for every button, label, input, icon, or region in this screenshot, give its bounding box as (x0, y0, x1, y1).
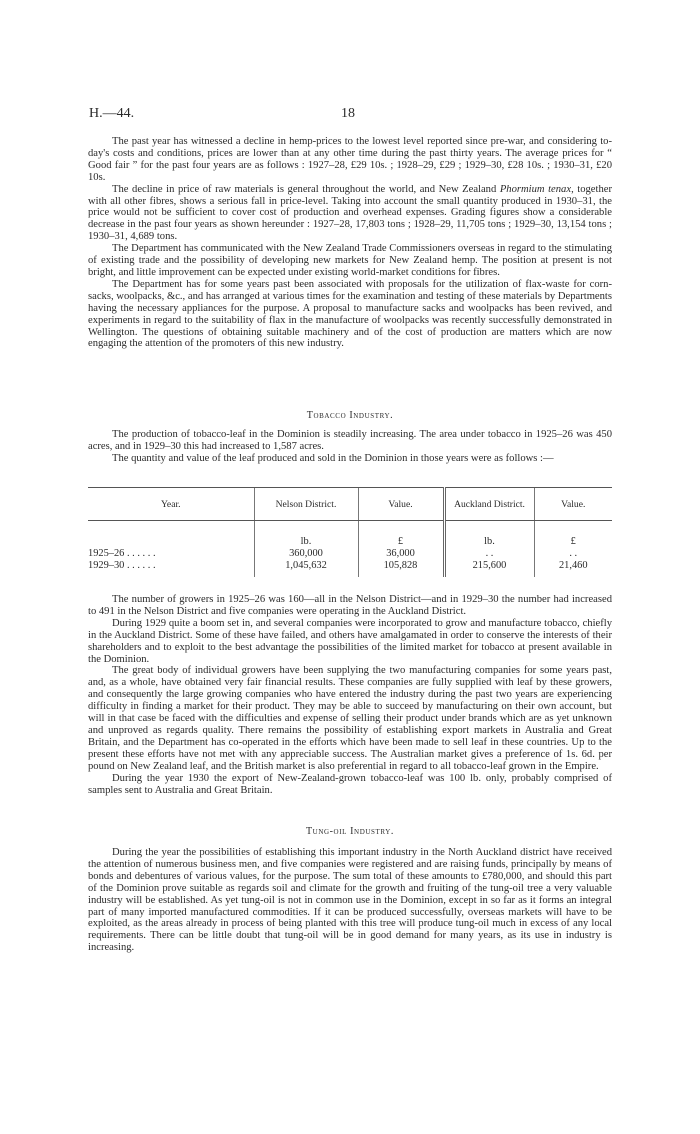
table-row (88, 559, 612, 577)
column-header: Value. (358, 488, 444, 521)
paragraph: During 1929 quite a boom set in, and several companies were incorporated to grow and manufacture tobacco, chiefly in the Auckland District. Some of these have failed, and others have amalgamated in order to conserve the interests of their shareholders and to exploit to the best advantage the possibilities of the limited market for tobacco at present available in the Dominion. (88, 617, 612, 665)
text-run: , together with all other fibres, shows a serious fall in price-level. Taking into account the small quantity produced in 1930–31, the price would not be sufficient to cover cost of production and overhead expenses. Grading figures show a considerable decrease in the past four years as shown hereunder : 1927–28, 17,803 tons ; 1928–29, 11,705 tons ; 1929–30, 13,154 tons ; 1930–31, 4,689 tons. (88, 183, 612, 243)
table-cell: lb. (254, 521, 358, 548)
paragraph: The production of tobacco-leaf in the Dominion is steadily increasing. The area under tobacco in 1925–26 was 450 acres, and in 1929–30 this had increased to 1,587 acres. (88, 429, 612, 452)
table-cell: £ (358, 521, 444, 548)
table-cell: . . (444, 547, 534, 559)
table-cell: 105,828 (358, 559, 444, 577)
tobacco-table (88, 487, 612, 577)
species-name: Phormium tenax (499, 183, 572, 195)
column-header: Auckland District. (444, 488, 534, 521)
table-cell: . . (534, 547, 612, 559)
paragraph: The great body of individual growers have been supplying the two manufacturing companies for some years past, and, as a whole, have obtained very fair financial results. These companies are fully supplied with leaf by these growers, and consequently the large growing companies who have entered the industry during the past two years are experiencing difficulty in finding a market for their product. They may be able to succeed by manufacturing on their own account, but will in that case be faced with the difficulties and expense of selling their product under brands which are as yet unknown and unproved as regards quality. There remains the possibility of establishing export markets in Australia and Great Britain, and the Department has co-operated in the efforts which have been made to sell leaf in these countries. Up to the present these efforts have not met with any appreciable success. The Australian market gives a preference of 1s. 6d. per pound on New Zealand leaf, and the British market is also preferential in regard to all tobacco-leaf grown in the Empire. (88, 665, 612, 772)
table-row (88, 521, 612, 548)
table-cell: lb. (444, 521, 534, 548)
paragraph (88, 184, 612, 244)
column-header: Value. (534, 488, 612, 521)
section-heading-tobacco: Tobacco Industry. (306, 410, 394, 421)
table-cell: 215,600 (444, 559, 534, 577)
section-heading-tungoil: Tung-oil Industry. (305, 826, 395, 837)
tobacco-intro (88, 429, 612, 465)
paragraph: The quantity and value of the leaf produced and sold in the Dominion in those years were as follows :— (112, 452, 554, 464)
paragraph: The Department has communicated with the New Zealand Trade Commissioners overseas in regard to the stimulating of existing trade and the possibility of developing new markets for New Zealand hemp. The position at present is not bright, and little improvement can be expected under existing world-market conditions for fibres. (88, 243, 612, 278)
table-cell: £ (534, 521, 612, 548)
table-cell: 1929–30 . . . . . . (88, 559, 156, 571)
tungoil-section (88, 847, 612, 954)
table-cell (88, 521, 254, 548)
table-cell: 21,460 (534, 559, 612, 577)
paragraph: During the year the possibilities of establishing this important industry in the North Auckland district have received the attention of numerous business men, and five companies were registered and are raising funds, principally by means of bonds and debentures of various values, for the purpose. The sum total of these amounts to £780,000, and should this part of the Dominion prove suitable as regards soil and climate for the growth and fruiting of the tung-oil tree a very valuable industry will be established. As yet tung-oil is not in common use in the Dominion, except in so far as it forms an integral part of many imported manufactured commodities. If it can be produced successfully, overseas markets will have to be exploited, as the areas already in process of being planted with this tree will produce tung-oil much in excess of any local requirements. There can be little doubt that tung-oil will be in good demand for many years, as its use in industry is increasing. (88, 847, 612, 954)
hemp-section (88, 136, 612, 350)
text-run: The decline in price of raw materials is general throughout the world, and New Zealand (112, 183, 500, 195)
column-header: Nelson District. (254, 488, 358, 521)
page-number: 18 (341, 106, 355, 121)
table-cell: 36,000 (358, 547, 444, 559)
paragraph: The number of growers in 1925–26 was 160—all in the Nelson District—and in 1929–30 the number had increased to 491 in the Nelson District and five companies were operating in the Auckland District. (88, 594, 612, 617)
tobacco-discussion (88, 594, 612, 796)
paragraph: The past year has witnessed a decline in hemp-prices to the lowest level reported since pre-war, and considering to-day's costs and conditions, prices are lower than at any other time during the past thirty years. The average prices for “ Good fair ” for the past four years are as follows : 1927–28, £29 10s. ; 1928–29, £29 ; 1929–30, £28 10s. ; 1930–31, £20 10s. (88, 136, 612, 183)
report-reference: H.—44. (89, 106, 135, 121)
paragraph: The Department has for some years past been associated with proposals for the utilization of flax-waste for corn-sacks, woolpacks, &c., and has arranged at various times for the examination and testing of these materials by Departments having the necessary appliances for the purpose. A proposal to manufacture sacks and woolpacks has been revived, and experiments in regard to the suitability of flax in the manufacture of woolpacks was recently successfully demonstrated in Wellington. The questions of obtaining suitable machinery and of the cost of production are matters which are now engaging the attention of the promoters of this new industry. (88, 278, 612, 350)
paragraph: During the year 1930 the export of New-Zealand-grown tobacco-leaf was 100 lb. only, probably comprised of samples sent to Australia and Great Britain. (88, 772, 612, 796)
table-cell: 360,000 (254, 547, 358, 559)
table-cell: 1,045,632 (254, 559, 358, 577)
column-header: Year. (88, 488, 254, 521)
table-cell: 1925–26 . . . . . . (88, 547, 156, 559)
table-row (88, 547, 612, 559)
